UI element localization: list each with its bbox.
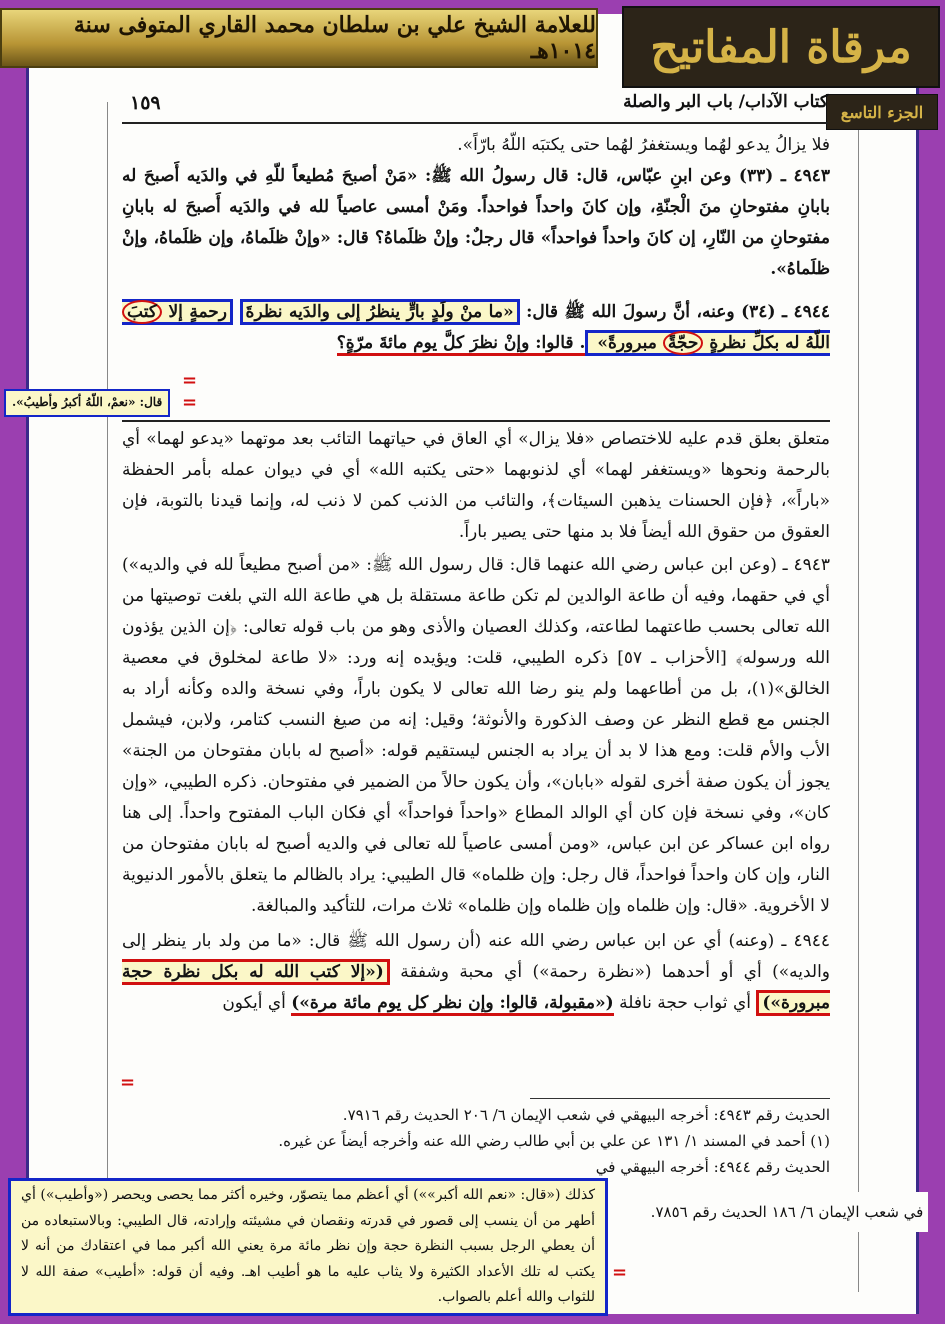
hadith-line-opening: فلا يزالُ يدعو لهُما ويستغفرُ لهُما حتى يكتبَه اللّهُ بارّاً». (457, 135, 830, 155)
highlight-box-red: («إلا كتب الله له بكل نظرة حجة مبرورة») (122, 959, 830, 1016)
red-equals-mark-4: = (612, 1262, 628, 1283)
box2-text-c: مبرورةً» (597, 333, 657, 353)
page-number: ١٥٩ (130, 92, 161, 114)
hadith-text-block (122, 130, 830, 359)
footnote-3-continuation: في شعب الإيمان ٦/ ١٨٦ الحديث رقم ٧٨٥٦. (646, 1192, 928, 1232)
book-title-banner: مرقاة المفاتيح (622, 6, 940, 88)
hadith-4944 (122, 297, 830, 359)
sharh-p3-c: أي أيكون (222, 993, 286, 1013)
inserted-commentary-box: كذلك («قال: «نعم الله أكبر»») أي أعظم مما يتصوّر، وخيره أكثر مما يحصى ويحصر («وأطيب») أي أطهر من أن ينسب إلى قصور في قدرته ونقصان في مشيئته وإرادته، قال الطيبي: وبالاستبعاده من أن يعطي الرجل بسبب النظرة حجة وإن نظر مائة مرة يعني الله أكبر مما في اعتقادك من أنه لا يكتب له تلك الأعداد الكثيرة ولا يثاب عليه ما هو أطيب اهـ. وفيه أن قوله: «أطيب» صفة الله لا للثواب والله أعلم بالصواب. (8, 1178, 608, 1316)
red-equals-mark-2: = (182, 392, 198, 413)
box2-text-a: رحمةٍ إلا (168, 302, 228, 322)
hadith-4944-intro: ٤٩٤٤ ـ (٣٤) وعنه، أنَّ رسولَ الله ﷺ قال: (526, 302, 831, 322)
footnote-3: الحديث رقم ٤٩٤٤: أخرجه البيهقي في (595, 1158, 830, 1176)
sharh-paragraph-3 (122, 926, 830, 1019)
commentary-text-block (122, 424, 830, 1019)
hadith-4944-tail: . قالوا: وإنْ نظرَ كلَّ يوم مائةَ مرّةٍ؟ (337, 333, 586, 356)
volume-part-label: الجزء التاسع (826, 94, 938, 130)
underlined-phrase: («مقبولة، قالوا: وإن نظر كل يوم مائة مرة») (291, 993, 613, 1016)
footnote-rule (530, 1098, 830, 1099)
hadith-4943: ٤٩٤٣ ـ (٣٣) وعن ابنِ عبّاس، قال: قال رسولُ الله ﷺ: «مَنْ أصبحَ مُطيعاً للّهِ في والدَيه أَصبحَ له بابانِ مفتوحانِ منَ الْجنّةِ، وإن كانَ واحداً فواحداً. ومَنْ أمسى عاصياً لله في والدَيه أَصبحَ له بابانِ مفتوحانِ من النّارِ، إن كانَ واحداً فواحداً» قال رجلٌ: وإنْ ظلَماهُ؟ قال: «وإنْ ظلَماهُ، وإن ظلَماهُ، وإنْ ظلَماهُ». (122, 166, 830, 279)
section-divider (122, 420, 830, 422)
side-annotation: قال: «نعمْ، اللّهُ أكبرُ وأطيبُ». (4, 389, 170, 417)
highlight-box-blue-1: «ما منْ ولَدٍ بارٍّ ينظرُ إلى والدَيه نظرةَ (240, 299, 520, 325)
author-banner: للعلامة الشيخ علي بن سلطان محمد القاري المتوفى سنة ١٠١٤هـ (0, 8, 598, 68)
circled-word-kataba: كتبَ (122, 300, 162, 324)
sharh-p3-b: أي ثواب حجة نافلة (619, 993, 751, 1013)
sharh-paragraph-2: ٤٩٤٣ ـ (وعن ابن عباس رضي الله عنهما قال: قال رسول الله ﷺ: «من أصبح مطيعاً لله في والديه») أي في حقهما، وفيه أن طاعة الوالدين لم تكن طاعة مستقلة بل هي طاعة الله التي بلغت توصيتها من الله تعالى بحسب طاعتهما لطاعته، وكذلك العصيان والأذى وهو من باب قوله تعالى: ﴿إن الذين يؤذون الله ورسوله﴾ [الأحزاب ـ ٥٧] ذكره الطيبي، قلت: ويؤيده إنه ورد: «لا طاعة لمخلوق في معصية الخالق»(١)، بل من أطاعهما ولم ينو رضا الله تعالى لا يكون باراً، وفي نسخة والده وكأنه أراد به الجنس مع قطع النظر عن وصف الذكورة والأنوثة؛ وقيل: إنه من صيغ النسب كتامر، ولابن، فيشمل الأب والأم قلت: ومع هذا لا بد أن يراد به الجنس ليستقيم قوله: «أصبح له بابان مفتوحان من الجنة» يجوز أن يكون صفة أخرى لقوله «بابان»، وأن يكون حالاً من الضمير في مفتوحان. ذكره الطيبي، «وإن كان»، وفي نسخة فإن كان أي الوالد المطاع «واحداً فواحداً» أي فكان الباب المفتوح واحداً. إلى هنا رواه ابن عساكر عن ابن عباس، «ومن أمسى عاصياً لله تعالى في والديه أصبح له بابان مفتوحان من النار، وإن كان واحداً فواحداً، قال رجل: وإن ظلماه» قال الطيبي: يراد بالظالم ما يتعلق بالأمور الدنيوية لا الأخروية. «قال: وإن ظلماه وإن ظلماه وإن ظلماه» ثلاث مرات، للتأكيد والمبالغة. (122, 555, 830, 916)
red-equals-mark-1: = (182, 370, 198, 391)
sharh-p3-a: ٤٩٤٤ ـ (وعنه) أي عن ابن عباس رضي الله عنه (أن رسول الله ﷺ قال: «ما من ولد بار ينظر إلى والديه») أي أو أحدهما («نظرة رحمة») أي محبة وشفقة (122, 931, 830, 982)
box2-text-b: اللّهُ له بكلِّ نظرةٍ (709, 333, 830, 353)
circled-word-hajja: حجّةً (663, 331, 704, 355)
chapter-title: كتاب الآداب/ باب البر والصلة (623, 92, 828, 112)
red-equals-mark-3: = (120, 1072, 136, 1093)
sharh-paragraph-1: متعلق بعلق قدم عليه للاختصاص «فلا يزال» أي العاق في حياتهما التائب بعد موتهما «يدعو لهما» أي بالرحمة ونحوها «ويستغفر لهما» أي لذنوبهما «حتى يكتبه الله» أي في ديوان عمله بأمر الحفظة «باراً»، ﴿فإن الحسنات يذهبن السيئات﴾، والتائب من الذنب كمن لا ذنب له، وإنما قيدنا بالتوبة، فإن العقوق من حقوق الله أيضاً فلا بد منها حتى يصير باراً. (122, 429, 830, 542)
footnote-2: (١) أحمد في المسند ١/ ١٣١ عن علي بن أبي طالب رضي الله عنه وأخرجه أيضاً عن غيره. (278, 1132, 830, 1150)
page-header (122, 92, 828, 124)
footnote-1: الحديث رقم ٤٩٤٣: أخرجه البيهقي في شعب الإيمان ٦/ ٢٠٦ الحديث رقم ٧٩١٦. (342, 1106, 830, 1124)
footnotes (122, 1102, 830, 1180)
